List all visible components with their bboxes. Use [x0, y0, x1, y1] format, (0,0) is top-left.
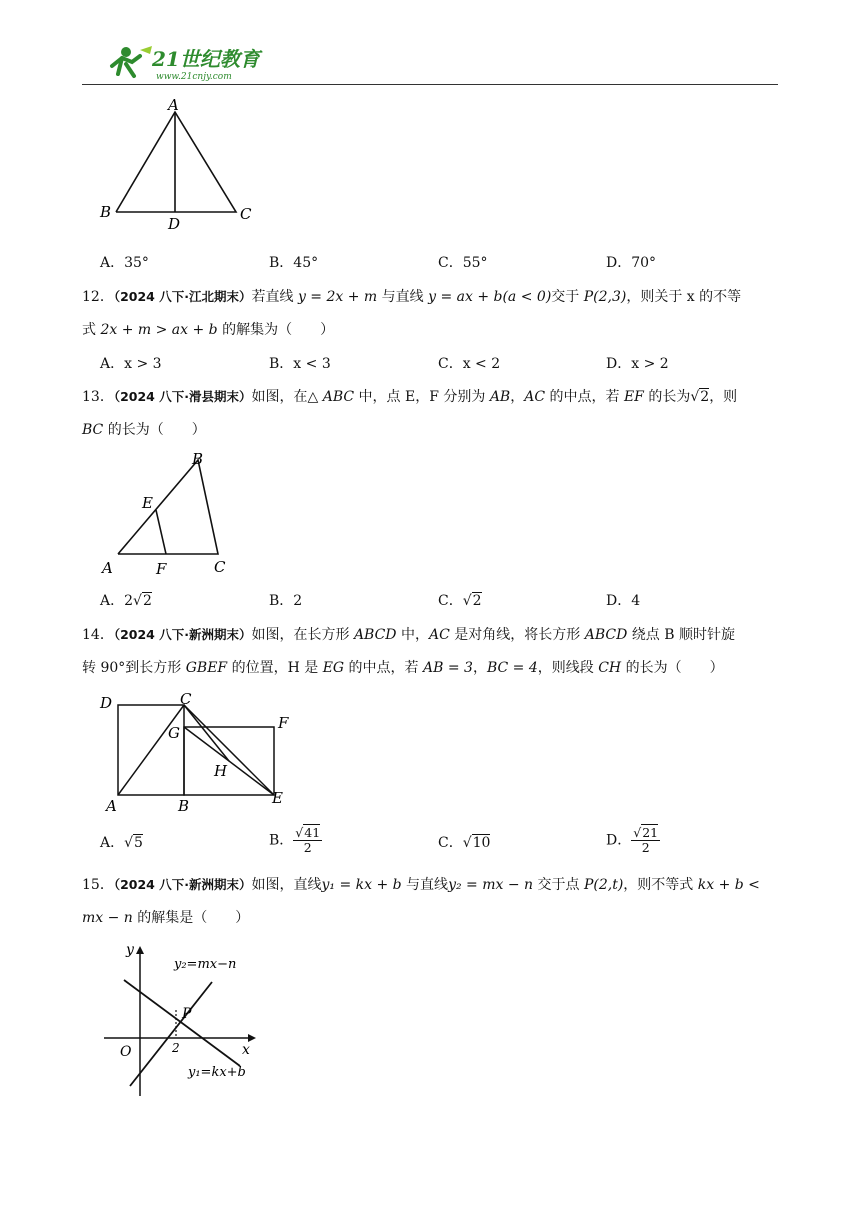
header-divider: [82, 84, 778, 85]
q13-label-b: B: [192, 450, 204, 468]
q15-label-2: 2: [172, 1041, 180, 1055]
q12-option-d[interactable]: D．x > 2: [606, 356, 669, 372]
q14-label-b: B: [178, 797, 190, 815]
q14-label-c: C: [180, 690, 192, 708]
q11-label-a: A: [168, 96, 179, 114]
q15-label-y1: y₁=kx+b: [188, 1065, 246, 1080]
q12-stem: 12．（2024 八下·江北期末）若直线 y = 2x + m 与直线 y = ax + b(a < 0)交于 P(2,3)，则关于 x 的不等 式 2x + m > ax + b 的解集为（ ）: [82, 289, 742, 338]
q13-option-a[interactable]: A．2√2: [100, 593, 152, 609]
q15-figure: [100, 936, 270, 1100]
q11-figure: [96, 96, 266, 234]
q12-option-b[interactable]: B．x < 3: [269, 356, 331, 372]
q11-label-c: C: [240, 205, 252, 223]
q14-option-b[interactable]: B． $\frac{√41}{2}$: [269, 825, 321, 855]
q14-source: （2024 八下·新洲期末）: [113, 627, 252, 642]
brand-logo: [104, 42, 274, 82]
q14-label-h: H: [214, 762, 228, 780]
q13-stem: 13．（2024 八下·滑县期末）如图，在△ ABC 中，点 E，F 分别为 AB，AC 的中点，若 EF 的长为√2，则 BC 的长为（ ）: [82, 389, 738, 438]
brand-site: www.21cnjy.com: [156, 72, 232, 82]
q11-options: [100, 252, 780, 274]
q13-label-f: F: [156, 560, 167, 578]
q11-option-d[interactable]: D．70°: [606, 255, 657, 271]
q13-option-b[interactable]: B．2: [269, 593, 303, 609]
q11-option-b[interactable]: B．45°: [269, 255, 319, 271]
q12-source: （2024 八下·江北期末）: [113, 289, 252, 304]
q15-label-y: y: [126, 942, 134, 958]
q14-stem: 14．（2024 八下·新洲期末）如图，在长方形 ABCD 中，AC 是对角线，将长方形 ABCD 绕点 B 顺时针旋 转 90°到长方形 GBEF 的位置，H 是 EG 的中点，若 AB = 3，BC = 4，则线段 CH 的长为（ ）: [82, 627, 735, 676]
q13-option-c[interactable]: C．√2: [438, 593, 482, 609]
q15-label-p: P: [182, 1006, 192, 1022]
q11-label-d: D: [168, 215, 181, 233]
brand-name: 21世纪教育: [152, 47, 260, 71]
q13-option-d[interactable]: D．4: [606, 593, 641, 609]
q14-option-a[interactable]: A．√5: [100, 835, 143, 851]
q11-option-c[interactable]: C．55°: [438, 255, 488, 271]
runner-icon: [104, 42, 274, 82]
q14-option-c[interactable]: C．√10: [438, 835, 491, 851]
q14-figure: [96, 688, 296, 816]
q13-label-e: E: [142, 494, 153, 512]
q15-label-y2: y₂=mx−n: [174, 957, 237, 972]
q11-option-a[interactable]: A．35°: [100, 255, 149, 271]
q13-options: [100, 590, 780, 612]
q15-label-o: O: [120, 1044, 132, 1060]
q14-label-g: G: [168, 724, 180, 742]
q12-option-a[interactable]: A．x > 3: [100, 356, 162, 372]
q11-label-b: B: [100, 203, 112, 221]
q12-options: [100, 353, 780, 375]
q15-stem: 15．（2024 八下·新洲期末）如图，直线y₁ = kx + b 与直线y₂ = mx − n 交于点 P(2,t)，则不等式 kx + b < mx − n 的解集是（ ）: [82, 877, 760, 926]
q15-label-x: x: [242, 1042, 250, 1058]
q13-source: （2024 八下·滑县期末）: [113, 389, 252, 404]
q14-label-a: A: [106, 797, 117, 815]
q14-label-f: F: [278, 714, 289, 732]
q15-source: （2024 八下·新洲期末）: [113, 877, 252, 892]
q13-label-c: C: [214, 558, 226, 576]
q13-label-a: A: [102, 559, 113, 577]
q12-option-c[interactable]: C．x < 2: [438, 356, 501, 372]
q14-label-e: E: [272, 789, 283, 807]
q13-figure: [98, 446, 248, 578]
q14-options: [100, 826, 780, 860]
q14-label-d: D: [100, 694, 113, 712]
q14-option-d[interactable]: D． $\frac{√21}{2}$: [606, 825, 659, 855]
